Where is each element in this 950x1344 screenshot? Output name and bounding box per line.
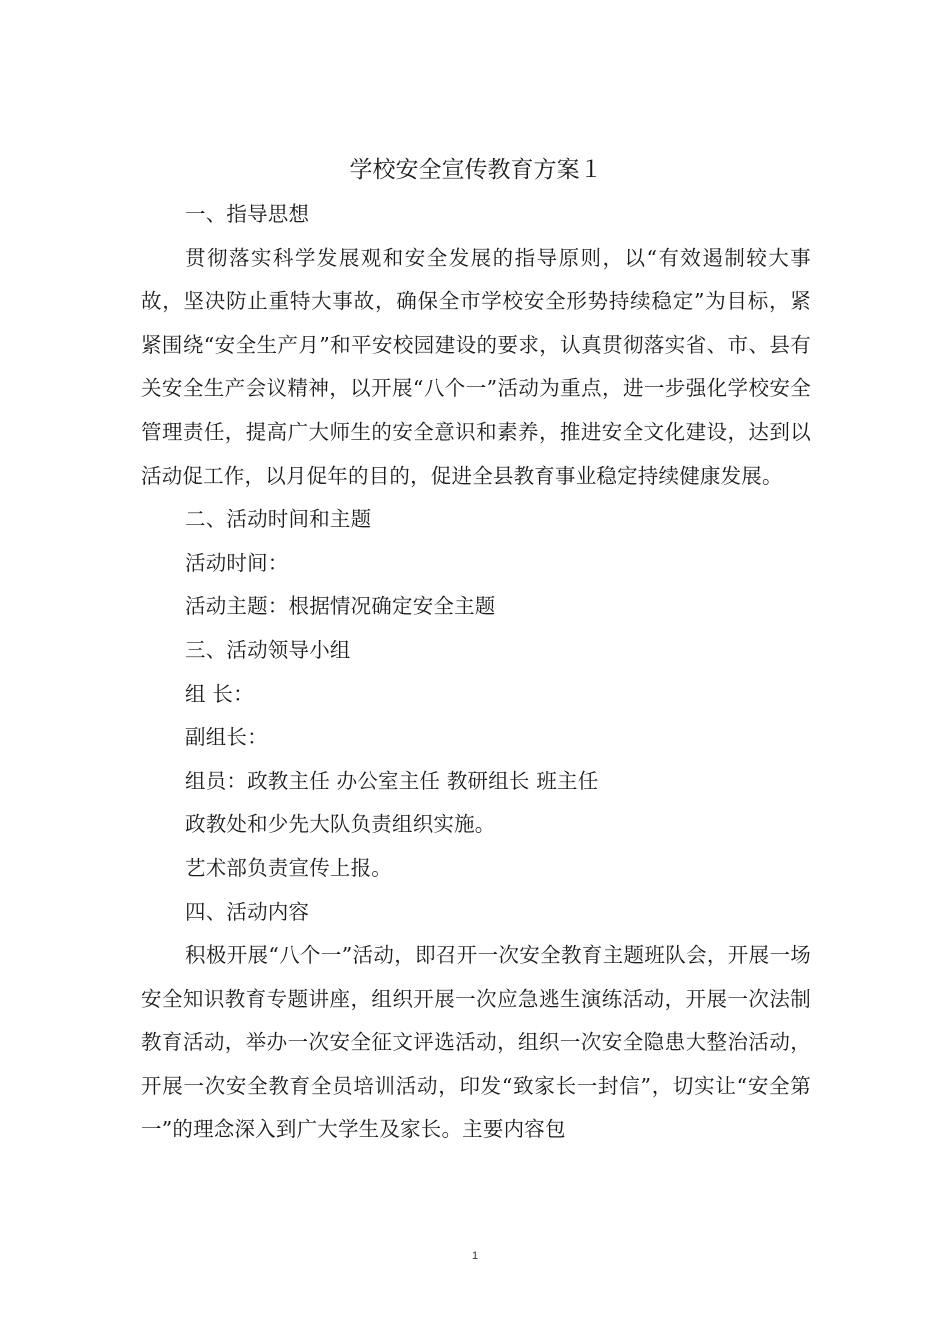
leader-line: 组 长： (185, 681, 254, 706)
section-heading-guiding-thought: 一、指导思想 (185, 202, 310, 226)
activity-theme-line: 活动主题：根据情况确定安全主题 (185, 594, 496, 619)
document-body (141, 150, 811, 1152)
paragraph-guiding-thought: 贯彻落实科学发展观和安全发展的指导原则，以“有效遏制较大事故，坚决防止重特大事故，确保全市学校安全形势持续稳定”为目标，紧紧围绕“安全生产月”和平安校园建设的要求，认真贯彻落实省、市、县有关安全生产会议精神，以开展“八个一”活动为重点，进一步强化学校安全管理责任，提高广大师生的安全意识和素养，推进安全文化建设，达到以活动促工作，以月促年的目的，促进全县教育事业稳定持续健康发展。 (141, 245, 811, 488)
publicity-line: 艺术部负责宣传上报。 (185, 855, 392, 880)
section-heading-content: 四、活动内容 (185, 899, 310, 924)
page-number: 1 (471, 1250, 479, 1262)
organizer-line: 政教处和少先大队负责组织实施。 (185, 812, 496, 837)
section-heading-time-theme: 二、活动时间和主题 (185, 507, 372, 532)
members-line: 组员：政教主任 办公室主任 教研组长 班主任 (185, 768, 599, 793)
section-heading-leadership: 三、活动领导小组 (185, 637, 351, 662)
document-title: 学校安全宣传教育方案１ (349, 157, 603, 183)
deputy-leader-line: 副组长： (185, 725, 268, 750)
activity-time-line: 活动时间： (185, 550, 289, 575)
paragraph-activity-content: 积极开展“八个一”活动，即召开一次安全教育主题班队会，开展一场安全知识教育专题讲座，组织开展一次应急逃生演练活动，开展一次法制教育活动，举办一次安全征文评选活动，组织一次安全隐患大整治活动，开展一次安全教育全员培训活动，印发“致家长一封信”，切实让“安全第一”的理念深入到广大学生及家长。主要内容包 (141, 943, 811, 1142)
